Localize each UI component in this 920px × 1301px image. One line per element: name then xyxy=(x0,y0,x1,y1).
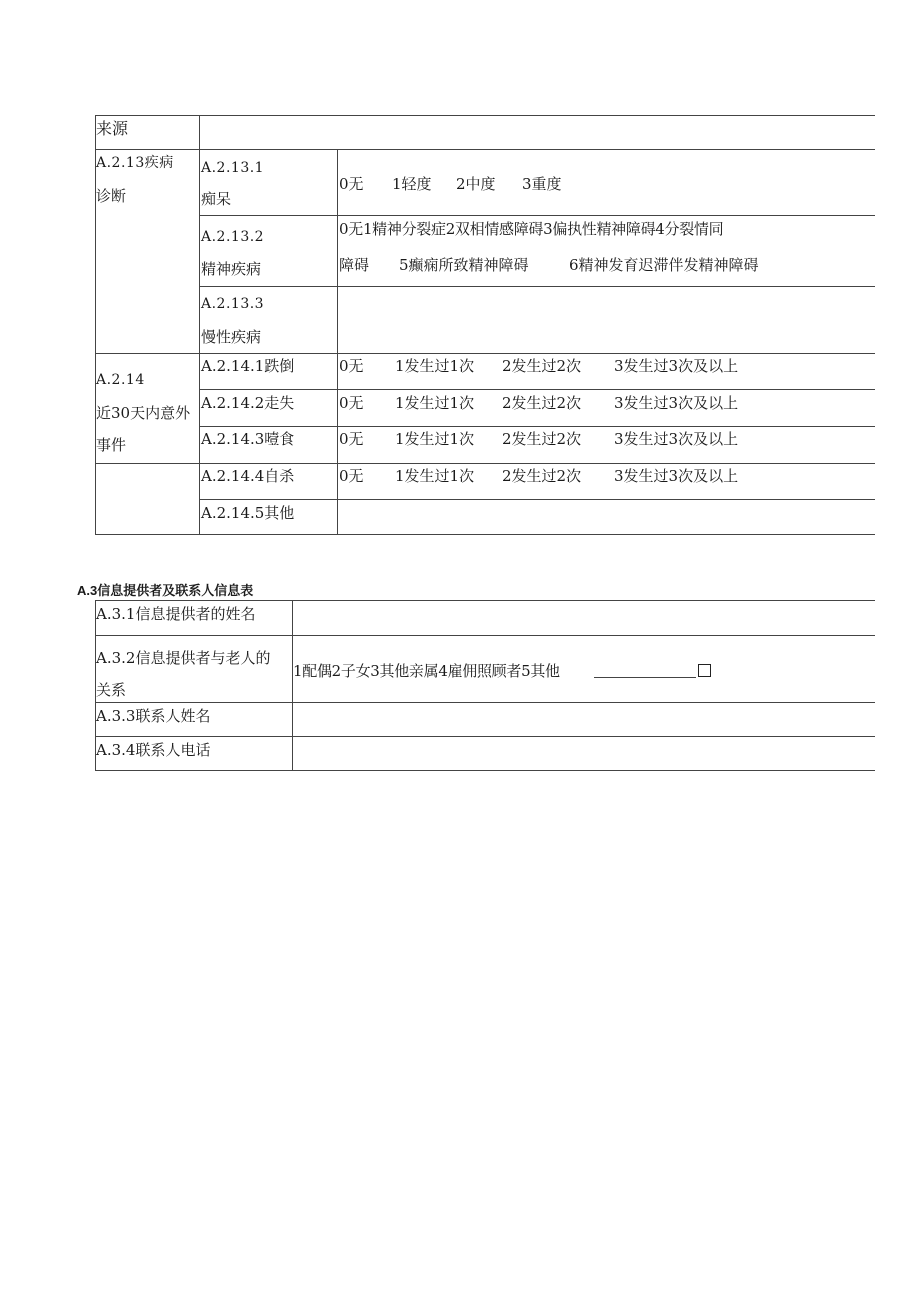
relation-other-blank[interactable] xyxy=(594,677,696,678)
grid-line xyxy=(337,149,338,535)
option-text: 1发生过1次 xyxy=(395,394,475,412)
grid-line xyxy=(199,426,875,427)
grid-line xyxy=(95,635,875,636)
grid-line xyxy=(95,115,96,535)
a2133-code: A.2.13.3 xyxy=(201,296,265,312)
option-text: 2发生过2次 xyxy=(502,357,582,375)
a213-label-line1: A.2.13疾病 xyxy=(96,155,174,171)
option-text: 0无 xyxy=(339,467,364,485)
grid-line xyxy=(95,600,875,601)
fall-options xyxy=(339,357,738,375)
grid-line xyxy=(95,115,875,116)
grid-line xyxy=(95,353,875,354)
option-text: 2中度 xyxy=(456,175,496,193)
option-text: 2发生过2次 xyxy=(502,430,582,448)
grid-line xyxy=(292,600,293,771)
choke-options xyxy=(339,430,738,448)
option-text: 3发生过3次及以上 xyxy=(614,467,739,485)
a2145-code: A.2.14.5其他 xyxy=(201,504,295,522)
suicide-options xyxy=(339,467,738,485)
a214-label-line3: 事件 xyxy=(96,436,127,454)
mental-options-line1: 0无1精神分裂症2双相情感障碍3偏执性精神障碍4分裂情同 xyxy=(339,220,724,238)
relation-options: 1配偶2子女3其他亲属4雇佣照顾者5其他 xyxy=(293,662,560,680)
option-text: 0无 xyxy=(339,357,364,375)
a2141-code: A.2.14.1跌倒 xyxy=(201,357,295,375)
contact-phone-label: A.3.4联系人电话 xyxy=(96,741,211,759)
a2142-code: A.2.14.2走失 xyxy=(201,394,295,412)
a214-label-line1: A.2.14 xyxy=(96,372,145,388)
grid-line xyxy=(199,286,875,287)
option-text: 1轻度 xyxy=(392,175,432,193)
provider-name-label: A.3.1信息提供者的姓名 xyxy=(96,605,256,623)
dementia-options xyxy=(339,175,562,193)
grid-line xyxy=(199,499,875,500)
option-text: 5癫痫所致精神障碍 xyxy=(399,256,529,274)
option-text: 0无 xyxy=(339,430,364,448)
grid-line xyxy=(95,149,875,150)
grid-line xyxy=(199,215,875,216)
grid-line xyxy=(95,702,875,703)
option-text: 1发生过1次 xyxy=(395,357,475,375)
grid-line xyxy=(95,736,875,737)
a214-label-line2: 近30天内意外 xyxy=(96,404,191,422)
a2144-code: A.2.14.4自杀 xyxy=(201,467,295,485)
option-text: 3发生过3次及以上 xyxy=(614,430,739,448)
option-text: 障碍 xyxy=(339,256,370,274)
relation-checkbox[interactable] xyxy=(698,664,711,677)
grid-line xyxy=(199,389,875,390)
option-text: 0无 xyxy=(339,175,364,193)
option-text: 3发生过3次及以上 xyxy=(614,357,739,375)
option-text: 2发生过2次 xyxy=(502,467,582,485)
a2132-name: 精神疾病 xyxy=(201,260,262,278)
grid-line xyxy=(199,115,200,535)
a2143-code: A.2.14.3噎食 xyxy=(201,430,295,448)
option-text: 2发生过2次 xyxy=(502,394,582,412)
contact-name-label: A.3.3联系人姓名 xyxy=(96,707,211,725)
grid-line xyxy=(95,463,875,464)
a2133-name: 慢性疾病 xyxy=(201,328,262,346)
mental-options-line2 xyxy=(339,256,759,274)
grid-line xyxy=(95,534,875,535)
section-a3-title: A.3信息提供者及联系人信息表 xyxy=(77,583,254,598)
option-text: 3重度 xyxy=(522,175,562,193)
option-text: 3发生过3次及以上 xyxy=(614,394,739,412)
source-label: 来源 xyxy=(96,119,129,138)
a213-label-line2: 诊断 xyxy=(96,187,127,205)
relation-label-line1: A.3.2信息提供者与老人的 xyxy=(96,649,271,667)
relation-label-line2: 关系 xyxy=(96,681,127,699)
a2132-code: A.2.13.2 xyxy=(201,229,265,245)
option-text: 6精神发育迟滞伴发精神障碍 xyxy=(569,256,759,274)
option-text: 1发生过1次 xyxy=(395,430,475,448)
a2131-name: 痴呆 xyxy=(201,190,232,208)
wander-options xyxy=(339,394,738,412)
grid-line xyxy=(95,770,875,771)
option-text: 1发生过1次 xyxy=(395,467,475,485)
option-text: 0无 xyxy=(339,394,364,412)
a2131-code: A.2.13.1 xyxy=(201,160,265,176)
